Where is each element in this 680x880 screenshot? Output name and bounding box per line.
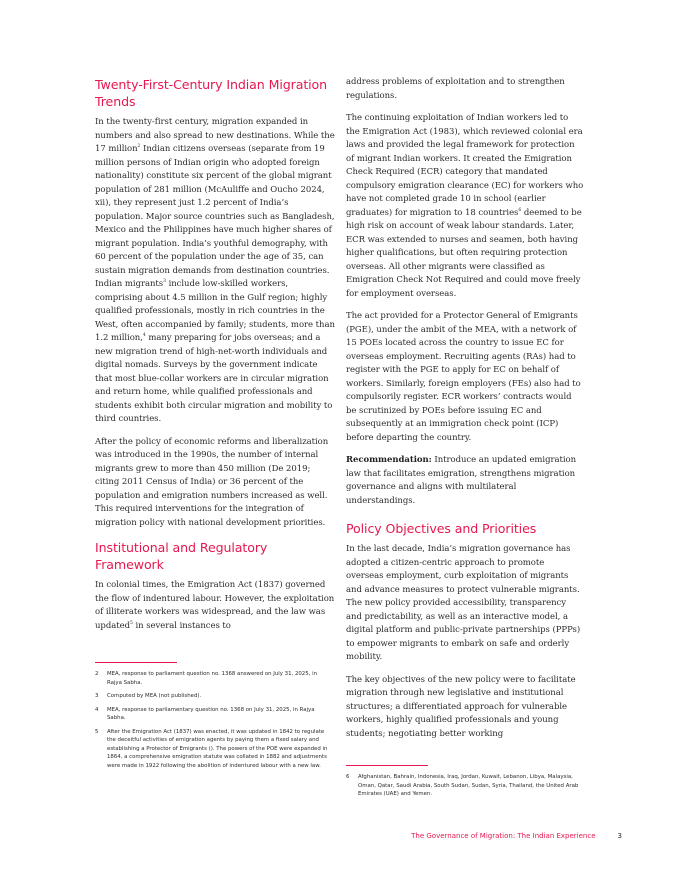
footnote-text: MEA, response to parliament question no. 1368 answered on July 31, 2025, in Rajya Sabha. <box>107 671 318 686</box>
footnote-item <box>95 670 333 687</box>
text-run: In colonial times, the Emigration Act (1837) governed the flow of indentured labour. However, the exploitation of illiterate workers was widespread, and the law was updated <box>95 580 335 631</box>
footnote-number: 2 <box>95 671 99 677</box>
footnote-number: 6 <box>346 774 350 780</box>
footnote-item <box>95 728 333 771</box>
footnote-item <box>95 692 333 701</box>
paragraph-key-objectives: The key objectives of the new policy were to facilitate migration through new legislative and institutional structures; a differentiated approach for vulnerable workers, highly qualified professionals and young students; negotiating better working <box>346 674 576 739</box>
heading-institutional-framework: Institutional and Regulatory Framework <box>95 540 268 572</box>
footer-title: The Governance of Migration: The Indian Experience <box>411 832 596 840</box>
paragraph-continuation: address problems of exploitation and to strengthen regulations. <box>346 77 565 101</box>
footnote-text: Computed by MEA (not published). <box>107 693 202 699</box>
footnote-number: 5 <box>95 728 99 735</box>
recommendation-text: Introduce an updated emigration law that facilitates emigration, strengthens migration governance and aligns with multilateral understandings. <box>346 455 577 506</box>
paragraph-protector-general: The act provided for a Protector General of Emigrants (PGE), under the ambit of the MEA, with a network of 15 POEs located across the country to issue EC for overseas employment. Recruiting agents (RAs) had to register with the PGE to apply for EC on behalf of workers. Similarly, foreign employers (FEs) also had to compulsorily register. ECR workers’ contracts would be scrutinized by POEs before issuing EC and subsequently at an immigration check point (ICP) before departing the country. <box>346 311 581 443</box>
footnote-divider <box>346 765 428 766</box>
text-run: include low-skilled workers, comprising about 4.5 million in the Gulf region; highly qualified professionals, mostly in rich countries in the West, often accompanied by family; students, more than 1.2 million, <box>95 279 335 343</box>
page-footer <box>300 832 622 840</box>
text-run: Indian citizens overseas (separate from 19 million persons of Indian origin who adopted foreign nationality) constitute six percent of the global migrant population of 281 million (McAuliffe and Oucho 2024, xii), they represent just 1.2 percent of India’s population. Major source countries such as Bangladesh, Mexico and the Philippines have much higher shares of migrant population. India’s youthful demography, with 60 percent of the population under the age of 35, can sustain migration demands from destination countries. Indian migrants <box>95 144 335 289</box>
footnote-ref-5[interactable]: 5 <box>129 620 133 626</box>
footnote-divider <box>95 662 177 663</box>
text-run: In the twenty-first century, migration expanded in numbers and also spread to new destinations. While the 17 million <box>95 117 335 154</box>
paragraph-last-decade: In the last decade, India’s migration governance has adopted a citizen-centric approach to promote overseas employment, curb exploitation of migrants and advance measures to protect vulnerable migrants. The new policy provided accessibility, transparency and predictability, as well as an interactive model, a digital platform and public-private partnerships (PPPs) to empower migrants to embark on safe and orderly mobility. <box>346 544 581 662</box>
page-number: 3 <box>617 832 622 840</box>
footnotes-left <box>95 662 333 775</box>
right-column <box>346 76 584 750</box>
footnote-item <box>95 706 333 723</box>
footnote-text: Afghanistan, Bahrain, Indonesia, Iraq, Jordan, Kuwait, Lebanon, Libya, Malaysia, Oman, Qatar, Saudi Arabia, South Sudan, Sudan, Syria, Thailand, the United Arab Emirates (UAE) and Yemen. <box>358 774 579 797</box>
text-run: in several instances to <box>132 620 231 631</box>
footnote-text: MEA, response to parliamentary question no. 1368 on July 31, 2025, in Rajya Sabha. <box>107 706 315 721</box>
paragraph-recommendation <box>346 454 584 508</box>
paragraph-emigration-act-1983 <box>346 112 584 301</box>
footnote-ref-4[interactable]: 4 <box>142 333 146 338</box>
paragraph-colonial-times <box>95 579 335 633</box>
footnote-ref-2[interactable]: 2 <box>137 144 141 149</box>
text-run: deemed to be high risk on account of weak labour standards. Later, ECR was extended to nurses and seamen, both having higher qualifications, but often requiring protection overseas. All other migrants were classified as Emigration Check Not Required and could move freely for employment overseas. <box>346 207 582 299</box>
recommendation-label: Recommendation: <box>346 455 432 465</box>
paragraph-migration-trends <box>95 116 335 427</box>
heading-migration-trends: Twenty-First-Century Indian Migration Trends <box>95 77 328 109</box>
footnote-number: 4 <box>95 706 99 713</box>
footnote-ref-3[interactable]: 3 <box>163 279 166 284</box>
footnote-item <box>346 773 584 799</box>
heading-policy-objectives: Policy Objectives and Priorities <box>346 521 537 536</box>
text-run: many preparing for jobs overseas; and a new migration trend of high-net-worth individuals and digital nomads. Surveys by the government indicate that most blue-collar workers are in circular migration and return home, while qualified professionals and students exhibit both circular migration and mobility to third countries. <box>95 333 333 424</box>
footnote-text: After the Emigration Act (1837) was enacted, it was updated in 1842 to regulate the deceitful activities of emigration agents by paying them a fixed salary and establishing a Protector of Emigrants (). The powers of the POE were expanded in 1864, a comprehensive emigration statute was collated in 1882 and adjustments were made in 1922 following the abolition of indentured labour with a new law. <box>107 728 328 769</box>
paragraph-economic-reforms: After the policy of economic reforms and liberalization was introduced in the 1990s, the number of internal migrants grew to more than 450 million (De 2019; citing 2011 Census of India) or 36 percent of the population and emigration numbers increased as well. This required interventions for the integration of migration policy with national development priorities. <box>95 436 329 528</box>
footnote-ref-6[interactable]: 6 <box>518 207 522 213</box>
left-column <box>95 76 335 642</box>
text-run: The continuing exploitation of Indian workers led to the Emigration Act (1983), which reviewed colonial era laws and provided the legal framework for protection of migrant Indian workers. It created the Emigration Check Required (ECR) category that mandated compulsory emigration clearance (EC) for workers who have not completed grade 10 in school (earlier graduates) for migration to 18 countries <box>346 113 584 218</box>
footnotes-right <box>346 765 584 804</box>
footnote-number: 3 <box>95 693 99 699</box>
